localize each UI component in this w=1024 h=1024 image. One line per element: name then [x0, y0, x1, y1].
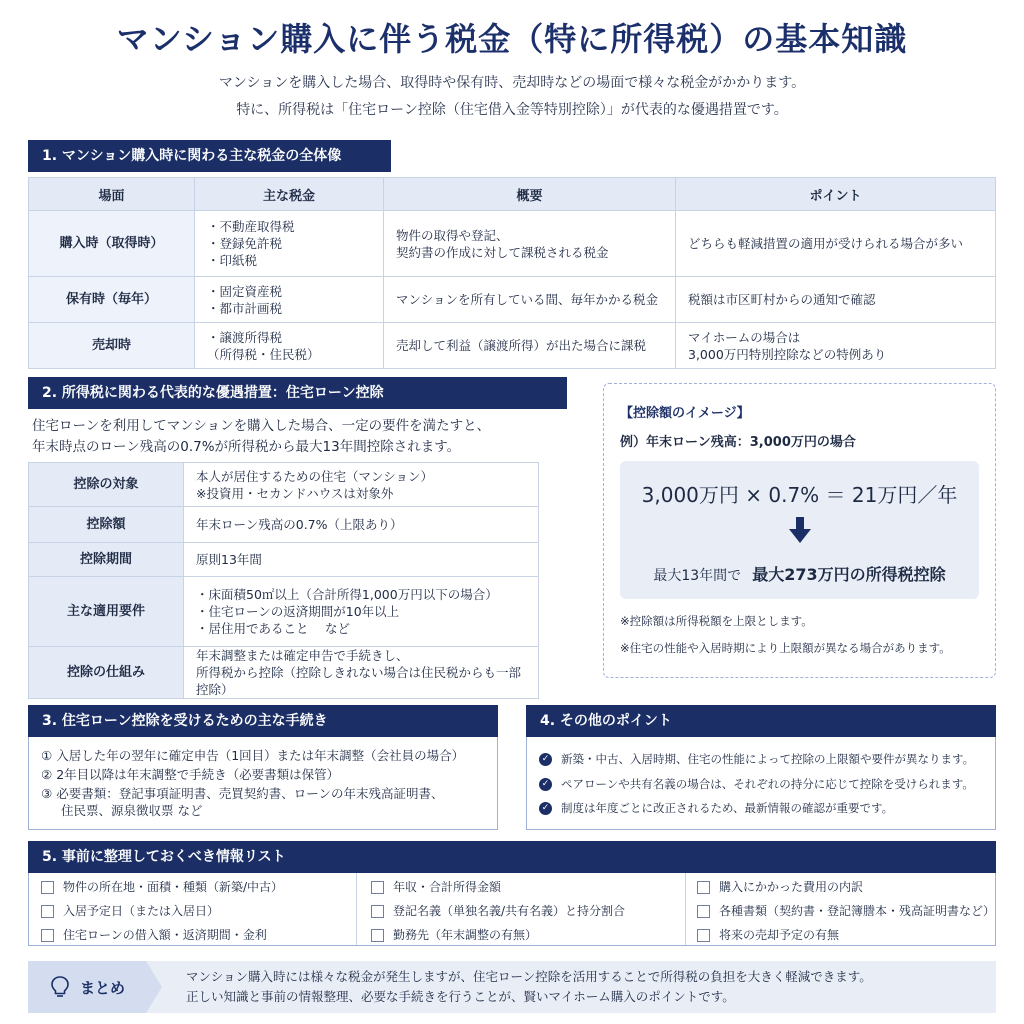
deduction-detail-table: [28, 462, 539, 699]
step-number: ①: [41, 748, 53, 763]
checklist-text: 年収・合計所得金額: [393, 880, 502, 894]
procedure-step: [41, 785, 491, 819]
lightbulb-icon: [50, 975, 70, 1003]
tax-overview-table: [28, 177, 996, 369]
column-divider: [356, 873, 357, 945]
paragraph-line: 住宅ローンを利用してマンションを購入した場合、一定の要件を満たすと、: [32, 418, 491, 434]
row-label: 主な適用要件: [29, 577, 184, 647]
summary-box: [28, 961, 996, 1013]
summary-line: 正しい知識と事前の情報整理、必要な手続きを行うことが、賢いマイホーム購入のポイントです。: [186, 989, 735, 1004]
taxes-cell: [195, 277, 384, 323]
procedure-step: [41, 747, 491, 764]
summary-label: まとめ: [80, 979, 126, 997]
example-note: ※住宅の性能や入居時期により上限額が異なる場合があります。: [620, 641, 951, 655]
point-line: マイホームの場合は: [688, 329, 801, 345]
checklist-text: 物件の所在地・面積・種類（新築/中古）: [63, 880, 284, 894]
value-line: ・居住用であること など: [196, 621, 350, 636]
checklist-item[interactable]: [41, 899, 351, 923]
list-item: [539, 747, 974, 771]
example-note: ※控除額は所得税額を上限とします。: [620, 614, 813, 628]
value-line: ※投資用・セカンドハウスは対象外: [196, 485, 394, 501]
table-row: [29, 507, 539, 543]
point-cell: [676, 277, 996, 323]
checklist-item[interactable]: [371, 875, 681, 899]
summary-cell: [384, 323, 676, 369]
table-row: [29, 577, 539, 647]
column-divider: [685, 873, 686, 945]
check-circle-icon: ✓: [539, 802, 552, 815]
table-row: [29, 277, 996, 323]
checklist-text: 入居予定日（または入居日）: [63, 904, 220, 918]
checklist-text: 勤務先（年末調整の有無）: [393, 928, 538, 942]
check-circle-icon: ✓: [539, 778, 552, 791]
col-header-scene: 場面: [29, 178, 195, 211]
list-item: [539, 796, 893, 820]
point-text: 制度は年度ごとに改正されるため、最新情報の確認が重要です。: [561, 801, 894, 815]
point-cell: [676, 211, 996, 277]
col-header-summary: 概要: [384, 178, 676, 211]
tax-item: （所得税・住民税）: [207, 346, 320, 362]
table-row: [29, 323, 996, 369]
value-line: 原則13年間: [196, 552, 262, 567]
step-text: 入居した年の翌年に確定申告（1回目）または年末調整（会社員の場合）: [56, 748, 465, 763]
table-row: [29, 211, 996, 277]
summary-text: [186, 967, 986, 1007]
section3-heading: 3. 住宅ローン控除を受けるための主な手続き: [28, 705, 498, 737]
tax-item: ・譲渡所得税: [207, 329, 283, 345]
row-label: 控除期間: [29, 543, 184, 577]
value-line: 年末ローン残高の0.7%（上限あり）: [196, 517, 403, 532]
deduction-example-box: [603, 383, 996, 678]
calculation-result: [620, 562, 979, 585]
checklist-item[interactable]: [697, 875, 993, 899]
checkbox-icon[interactable]: [371, 881, 384, 894]
checkbox-icon[interactable]: [371, 905, 384, 918]
example-condition: 例）年末ローン残高：3,000万円の場合: [620, 435, 856, 450]
summary-line: マンションを所有している間、毎年かかる税金: [396, 292, 658, 307]
tax-item: ・固定資産税: [207, 283, 283, 299]
value-line: 本人が居住するための住宅（マンション）: [196, 468, 433, 484]
col-header-point: ポイント: [676, 178, 996, 211]
section4-heading: 4. その他のポイント: [526, 705, 996, 737]
result-prefix: 最大13年間で: [653, 568, 742, 584]
row-label: 控除の仕組み: [29, 647, 184, 699]
value-line: 所得税から控除（控除しきれない場合は住民税からも一部控除）: [196, 665, 522, 697]
point-line: どちらも軽減措置の適用が受けられる場合が多い: [688, 236, 964, 251]
value-line: ・住宅ローンの返済期間が10年以上: [196, 604, 400, 619]
tax-item: ・都市計画税: [207, 300, 283, 316]
section5-heading: 5. 事前に整理しておくべき情報リスト: [28, 841, 996, 873]
checklist-text: 将来の売却予定の有無: [719, 928, 840, 942]
tax-item: ・登録免許税: [207, 236, 283, 251]
arrow-down-icon: [789, 517, 811, 547]
summary-line: 物件の取得や登記、: [396, 227, 509, 243]
checklist-item[interactable]: [697, 899, 996, 923]
point-text: ペアローンや共有名義の場合は、それぞれの持分に応じて控除を受けられます。: [561, 777, 974, 791]
scene-cell: 購入時（取得時）: [29, 211, 195, 277]
checklist-text: 各種書類（契約書・登記簿謄本・残高証明書など）: [719, 904, 996, 918]
table-row: [29, 463, 539, 507]
other-points-box: [526, 705, 996, 830]
tax-item: ・印紙税: [207, 253, 258, 268]
scene-cell: 保有時（毎年）: [29, 277, 195, 323]
point-cell: [676, 323, 996, 369]
taxes-cell: [195, 211, 384, 277]
value-line: ・床面積50㎡以上（合計所得1,000万円以下の場合）: [196, 587, 498, 602]
checklist-item[interactable]: [371, 899, 681, 923]
row-label: 控除額: [29, 507, 184, 543]
checklist-item[interactable]: [697, 923, 993, 947]
table-row: [29, 647, 539, 699]
step-text: 必要書類：登記事項証明書、売買契約書、ローンの年末残高証明書、: [56, 786, 444, 801]
taxes-cell: [195, 323, 384, 369]
row-label: 控除の対象: [29, 463, 184, 507]
checkbox-icon[interactable]: [371, 929, 384, 942]
summary-cell: [384, 277, 676, 323]
calculation-panel: [620, 461, 979, 599]
checklist-text: 購入にかかった費用の内訳: [719, 880, 864, 894]
step-number: ②: [41, 767, 53, 782]
step-text: 住民票、源泉徴収票 など: [61, 803, 203, 818]
intro-line-2: 特に、所得税は「住宅ローン控除（住宅借入金等特別控除）」が代表的な優遇措置です。: [236, 102, 788, 118]
checklist-item[interactable]: [371, 923, 681, 947]
intro-line-1: マンションを購入した場合、取得時や保有時、売却時などの場面で様々な税金がかかります。: [218, 75, 806, 91]
example-heading: 【控除額のイメージ】: [620, 406, 750, 421]
checklist-column: [371, 875, 681, 947]
point-line: 税額は市区町村からの通知で確認: [688, 292, 876, 307]
checkbox-icon[interactable]: [41, 905, 54, 918]
page-title: マンション購入に伴う税金（特に所得税）の基本知識: [116, 20, 908, 58]
summary-line: 売却して利益（譲渡所得）が出た場合に課税: [396, 338, 647, 353]
procedure-step: [41, 766, 491, 783]
check-circle-icon: ✓: [539, 753, 552, 766]
tax-item: ・不動産取得税: [207, 219, 295, 234]
checklist-column: [41, 875, 351, 947]
checklist-item[interactable]: [41, 875, 351, 899]
row-value: [184, 463, 539, 507]
summary-cell: [384, 211, 676, 277]
value-line: 年末調整または確定申告で手続きし、: [196, 648, 409, 663]
summary-line: 契約書の作成に対して課税される税金: [396, 244, 609, 260]
section2-heading: 2. 所得税に関わる代表的な優遇措置：住宅ローン控除: [28, 377, 567, 409]
point-line: 3,000万円特別控除などの特例あり: [688, 346, 887, 362]
checklist-text: 登記名義（単独名義/共有名義）と持分割合: [393, 904, 626, 918]
row-value: [184, 507, 539, 543]
result-amount: 最大273万円の所得税控除: [752, 565, 946, 584]
checkbox-icon[interactable]: [41, 881, 54, 894]
row-value: [184, 543, 539, 577]
section1-heading: 1. マンション購入時に関わる主な税金の全体像: [28, 140, 391, 172]
calculation-formula: 3,000万円 × 0.7% ＝ 21万円／年: [641, 483, 958, 507]
list-item: [539, 772, 974, 796]
section2-paragraph: [32, 416, 572, 458]
table-row: [29, 543, 539, 577]
step-text: 2年目以降は年末調整で手続き（必要書類は保管）: [56, 767, 340, 782]
row-value: [184, 647, 539, 699]
scene-cell: 売却時: [29, 323, 195, 369]
checkbox-icon[interactable]: [697, 905, 710, 918]
paragraph-line: 年末時点のローン残高の0.7%が所得税から最大13年間控除されます。: [32, 439, 461, 455]
checklist-box: [28, 841, 996, 946]
row-value: [184, 577, 539, 647]
step-number: ③: [41, 786, 53, 801]
checkbox-icon[interactable]: [41, 929, 54, 942]
table-header-row: [29, 178, 996, 211]
checkbox-icon[interactable]: [697, 929, 710, 942]
procedure-box: [28, 705, 498, 830]
checklist-text: 住宅ローンの借入額・返済期間・金利: [63, 928, 267, 942]
checklist-item[interactable]: [41, 923, 351, 947]
col-header-taxes: 主な税金: [195, 178, 384, 211]
summary-line: マンション購入時には様々な税金が発生しますが、住宅ローン控除を活用することで所得税の負担を大きく軽減できます。: [186, 969, 872, 984]
checklist-column: [697, 875, 996, 947]
point-text: 新築・中古、入居時期、住宅の性能によって控除の上限額や要件が異なります。: [561, 752, 975, 766]
checkbox-icon[interactable]: [697, 881, 710, 894]
